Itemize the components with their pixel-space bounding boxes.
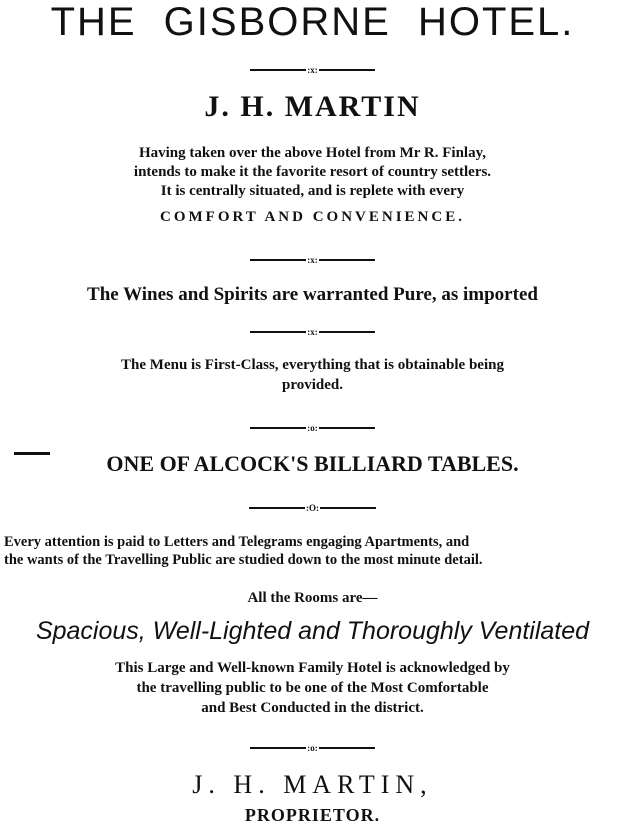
separator: :x: [0, 62, 625, 78]
owner-name: J. H. MARTIN [204, 90, 421, 123]
rooms-intro: All the Rooms are— [247, 590, 378, 606]
intro-line-3: It is centrally situated, and is replete with every [160, 183, 465, 199]
attention-line-1: Every attention is paid to Letters and Telegrams engaging Apartments, and [4, 534, 470, 550]
intro-line-1: Having taken over the above Hotel from Mr R. Finlay, [138, 145, 487, 161]
signature-name: J. H. MARTIN, [192, 770, 433, 799]
separator: :x: [0, 252, 625, 268]
hotel-title: THE GISBORNE HOTEL. [50, 0, 575, 44]
separator: :x: [0, 324, 625, 340]
acknowledgement-line-3: and Best Conducted in the district. [201, 700, 424, 716]
acknowledgement-line-1: This Large and Well-known Family Hotel is acknowledged by [115, 660, 510, 676]
comfort-heading: COMFORT AND CONVENIENCE. [160, 209, 465, 225]
attention-line-2: the wants of the Travelling Public are studied down to the most minute detail. [4, 552, 483, 568]
billiard-tables: ONE OF ALCOCK'S BILLIARD TABLES. [106, 451, 519, 476]
menu-line-1: The Menu is First-Class, everything that is obtainable being [121, 357, 504, 373]
intro-line-2: intends to make it the favorite resort of country settlers. [133, 164, 492, 180]
wines-statement: The Wines and Spirits are warranted Pure, as imported [87, 284, 538, 305]
separator: :o: [0, 740, 625, 756]
rooms-description: Spacious, Well-Lighted and Thoroughly Ventilated [35, 617, 590, 645]
separator: :o: [0, 420, 625, 436]
separator: :O: [0, 500, 625, 516]
menu-line-2: provided. [282, 377, 343, 393]
proprietor-title: PROPRIETOR. [244, 805, 381, 825]
acknowledgement-line-2: the travelling public to be one of the Most Comfortable [136, 680, 489, 696]
